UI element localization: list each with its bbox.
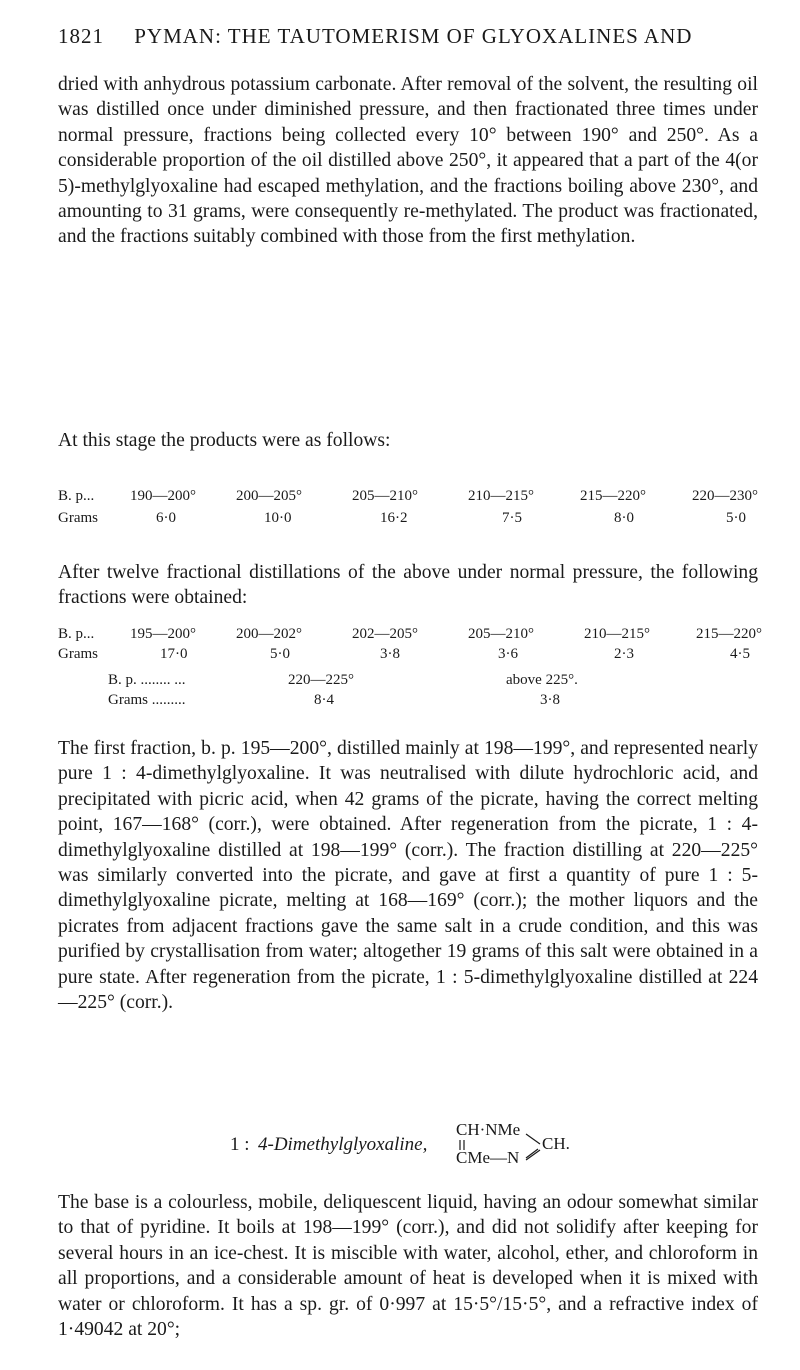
table1-grams-0: 6·0	[156, 510, 176, 526]
fraction-table-1	[58, 488, 758, 534]
table1-grams-5: 5·0	[726, 510, 746, 526]
running-header	[58, 24, 692, 49]
paragraph-5: The base is a colourless, mobile, deliquescent liquid, having an odour somewhat similar to that of pyridine. It boils at 198—199° (corr.), and did not solidify after keeping for several hours in an ice-chest. It is miscible with water, alcohol, ether, and chloroform in all proportions, and a considerable amount of heat is developed when it is mixed with water or chloroform. It has a sp. gr. of 0·997 at 15·5°/15·5°, and a refractive index of 1·49042 at 20°;	[58, 1192, 758, 1341]
paragraph-4: The first fraction, b. p. 195—200°, distilled mainly at 198—199°, and represented nearly pure 1 : 4-dimethylglyoxaline. It was neutralised with dilute hydrochloric acid, and precipitated with picric acid, when 42 grams of the picrate, having the correct melting point, 167—168° (corr.), were obtained. After regeneration from the picrate, 1 : 4-dimethylglyoxaline distilled at 198—199° (corr.). The fraction distilling at 220—225° was similarly converted into the picrate, and gave at first a quantity of pure 1 : 5-dimethylglyoxaline picrate, melting at 168—169° (corr.); the mother liquors and the picrates from adjacent fractions gave the same salt in a crude condition, and this was purified by crystallisation from water; altogether 19 grams of this salt were obtained in a pure state. After regeneration from the picrate, 1 : 5-dimethylglyoxaline distilled at 224—225° (corr.).	[58, 738, 758, 1014]
table2-bp-5: 215—220°	[696, 626, 762, 642]
table2-extra-label-grams: Grams .........	[108, 692, 186, 708]
table2-extra-grams-1: 3·8	[540, 692, 560, 708]
table2-grams-3: 3·6	[498, 646, 518, 662]
table2-row-label-grams: Grams	[58, 646, 98, 662]
table1-row-label-grams: Grams	[58, 510, 98, 526]
page-number: 1821	[58, 24, 104, 48]
formula-name: 4-Dimethylglyoxaline,	[258, 1134, 428, 1155]
table1-grams-3: 7·5	[502, 510, 522, 526]
table1-bp-1: 200—205°	[236, 488, 302, 504]
formula-prefix: 1 :	[230, 1134, 250, 1155]
table2-grams-2: 3·8	[380, 646, 400, 662]
table1-bp-0: 190—200°	[130, 488, 196, 504]
formula-right: CH.	[542, 1134, 570, 1153]
formula-bonds	[58, 1120, 758, 1180]
table2-row-label-bp: B. p...	[58, 626, 95, 642]
formula-bottom: CMe—N	[456, 1148, 520, 1167]
table2-grams-4: 2·3	[614, 646, 634, 662]
table1-grams-1: 10·0	[264, 510, 292, 526]
table1-bp-4: 215—220°	[580, 488, 646, 504]
table2-grams-0: 17·0	[160, 646, 188, 662]
table1-bp-2: 205—210°	[352, 488, 418, 504]
table2-bp-1: 200—202°	[236, 626, 302, 642]
table1-row-label-bp: B. p...	[58, 488, 95, 504]
table2-bp-0: 195—200°	[130, 626, 196, 642]
fraction-table-2	[58, 626, 762, 726]
paragraph-2: At this stage the products were as follows:	[58, 430, 391, 451]
table2-extra-grams-0: 8·4	[314, 692, 334, 708]
table2-bp-4: 210—215°	[584, 626, 650, 642]
table2-extra-bp-1: above 225°.	[506, 672, 578, 688]
paragraph-3: After twelve fractional distillations of the above under normal pressure, the following fractions were obtained:	[58, 562, 758, 609]
table2-grams-5: 4·5	[730, 646, 750, 662]
table2-extra-bp-0: 220—225°	[288, 672, 354, 688]
running-title: PYMAN: THE TAUTOMERISM OF GLYOXALINES AND	[134, 24, 693, 48]
table2-bp-3: 205—210°	[468, 626, 534, 642]
formula-top: CH·NMe	[456, 1120, 521, 1139]
table2-grams-1: 5·0	[270, 646, 290, 662]
table1-bp-5: 220—230°	[692, 488, 758, 504]
table2-extra-label-bp: B. p. ........ ...	[108, 672, 186, 688]
table1-bp-3: 210—215°	[468, 488, 534, 504]
table2-bp-2: 202—205°	[352, 626, 418, 642]
paragraph-1: dried with anhydrous potassium carbonate. After removal of the solvent, the resulting oil was distilled once under diminished pressure, and then fractionated three times under normal pressure, fractions being collected every 10° between 190° and 250°. As a considerable proportion of the oil distilled above 250°, it appeared that a part of the 4(or 5)-methylglyoxaline had escaped methylation, and the fractions boiling above 230°, and amounting to 31 grams, were consequently re-methylated. The product was fractionated, and the fractions suitably combined with those from the first methylation.	[58, 74, 758, 248]
structural-formula	[58, 1120, 758, 1180]
table1-grams-4: 8·0	[614, 510, 634, 526]
table1-grams-2: 16·2	[380, 510, 408, 526]
